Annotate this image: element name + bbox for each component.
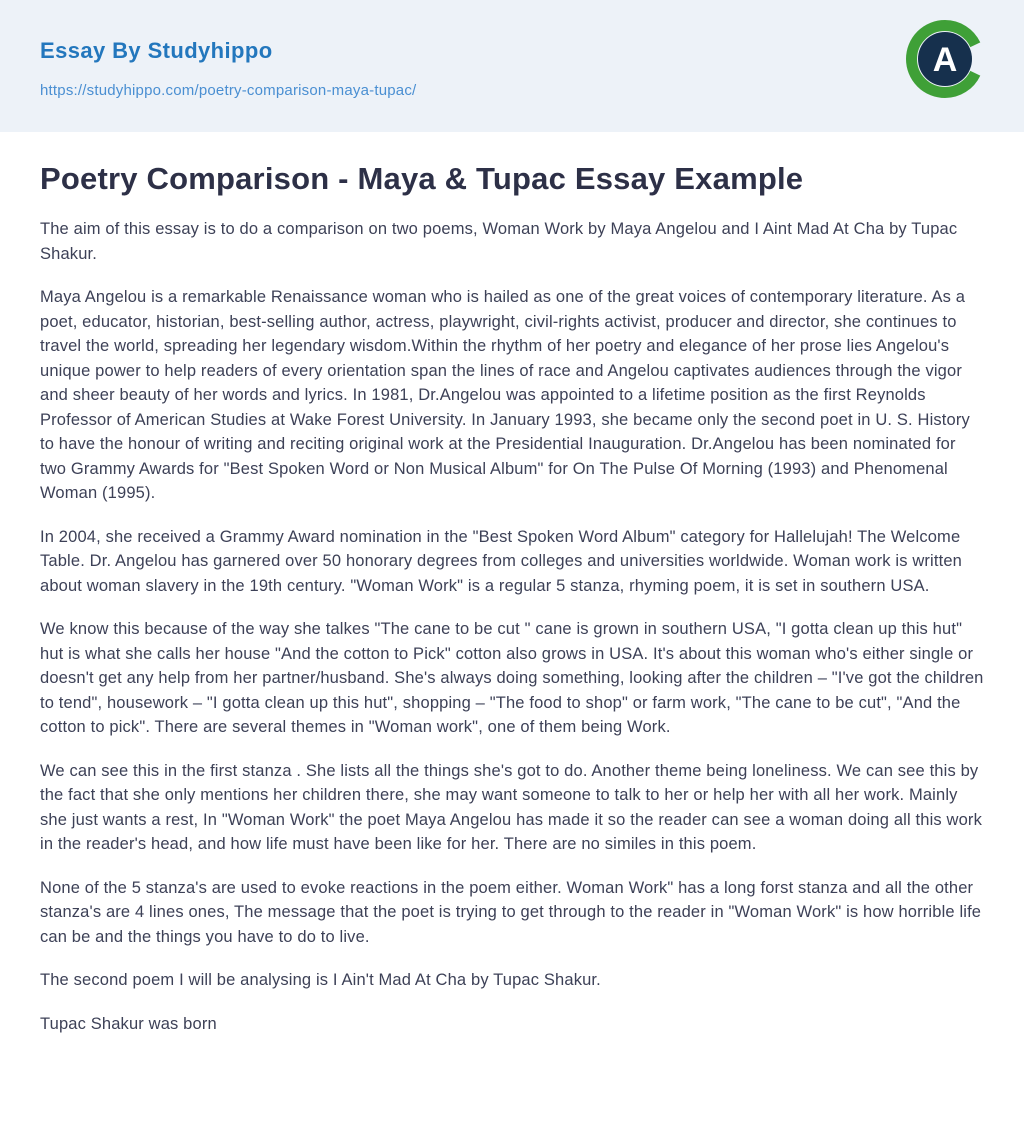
essay-paragraph: Maya Angelou is a remarkable Renaissance woman who is hailed as one of the great voices of contemporary literature. As a poet, educator, historian, best-selling author, actress, playwright, civil-rights activist, producer and director, she continues to travel the world, spreading her legendary wisdom.Within the rhythm of her poetry and elegance of her prose lies Angelou's unique power to help readers of every orientation span the lines of race and Angelou captivates audiences through the vigor and sheer beauty of her words and lyrics. In 1981, Dr.Angelou was appointed to a lifetime position as the first Reynolds Professor of American Studies at Wake Forest University. In January 1993, she became only the second poet in U. S. History to have the honour of writing and reciting original work at the Presidential Inauguration. Dr.Angelou has been nominated for two Grammy Awards for "Best Spoken Word or Non Musical Album" for On The Pulse Of Morning (1993) and Phenomenal Woman (1995).	[40, 288, 970, 502]
essay-paragraph: We know this because of the way she talkes "The cane to be cut " cane is grown in southern USA, "I gotta clean up this hut" hut is what she calls her house "And the cotton to Pick" cotton also grows in USA. It's about this woman who's either single or doesn't get any help from her partner/husband. She's always doing something, looking after the children – "I've got the children to tend", housework – "I gotta clean up this hut", shopping – "The food to shop" or farm work, "The cane to be cut", "And the cotton to pick". There are several themes in "Woman work", one of them being Work.	[40, 620, 984, 736]
logo-letter: A	[932, 41, 958, 79]
site-header	[0, 0, 1024, 132]
site-title: Essay By Studyhippo	[40, 38, 273, 63]
essay-paragraph: The aim of this essay is to do a comparison on two poems, Woman Work by Maya Angelou and I Aint Mad At Cha by Tupac Shakur.	[40, 220, 958, 263]
studyhippo-logo-icon	[906, 20, 984, 98]
essay-paragraph: The second poem I will be analysing is I Ain't Mad At Cha by Tupac Shakur.	[40, 971, 601, 989]
essay-content	[0, 160, 1024, 1085]
source-url-link[interactable]: https://studyhippo.com/poetry-comparison-maya-tupac/	[40, 82, 417, 99]
essay-paragraph: We can see this in the first stanza . She lists all the things she's got to do. Another theme being loneliness. We can see this by the fact that she only mentions her children there, she may want someone to talk to her or help her with all her work. Mainly she just wants a rest, In "Woman Work" the poet Maya Angelou has made it so the reader can see a woman doing all this work in the reader's head, and how life must have been like for her. There are no similes in this poem.	[40, 761, 982, 853]
essay-paragraph: Tupac Shakur was born	[40, 1014, 217, 1033]
essay-paragraph: None of the 5 stanza's are used to evoke reactions in the poem either. Woman Work" has a long forst stanza and all the other stanza's are 4 lines ones, The message that the poet is trying to get through to the reader in "Woman Work" is how horrible life can be and the things you have to do to live.	[40, 878, 982, 946]
essay-paragraph: In 2004, she received a Grammy Award nomination in the "Best Spoken Word Album" category for Hallelujah! The Welcome Table. Dr. Angelou has garnered over 50 honorary degrees from colleges and universities worldwide. Woman work is written about woman slavery in the 19th century. "Woman Work" is a regular 5 stanza, rhyming poem, it is set in southern USA.	[40, 527, 962, 595]
essay-title: Poetry Comparison - Maya & Tupac Essay Example	[40, 161, 804, 196]
